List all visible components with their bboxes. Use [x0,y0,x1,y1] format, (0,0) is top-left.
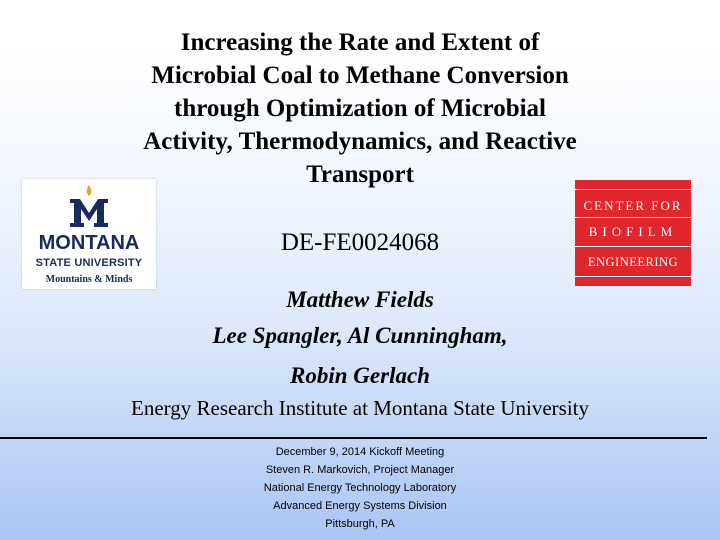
msu-m-icon [68,183,110,229]
author-line: Matthew Fields [286,287,434,312]
meeting-line: National Energy Technology Laboratory [263,482,457,494]
meeting-line: Pittsburgh, PA [325,518,395,530]
cbe-divider [575,276,691,277]
title-line: through Optimization of Microbial [174,95,546,122]
cbe-divider [575,246,691,247]
author-line: Robin Gerlach [290,363,430,388]
slide-title [40,26,680,191]
author-line: Lee Spangler, Al Cunningham, [212,323,508,348]
title-line: Transport [306,161,414,188]
title-line: Activity, Thermodynamics, and Reactive [143,128,577,155]
cbe-line-2: BIOFILM [588,224,678,239]
title-line: Microbial Coal to Methane Conversion [151,62,569,89]
msu-logo [22,179,156,289]
cbe-divider [575,217,691,218]
cbe-divider [575,189,691,190]
cbe-logo [575,180,691,286]
meeting-line: Advanced Energy Systems Division [273,500,447,512]
cbe-line-3: ENGINEERING [587,255,679,269]
title-line: Increasing the Rate and Extent of [180,29,540,56]
institute: Energy Research Institute at Montana State University [131,396,589,420]
meeting-line: December 9, 2014 Kickoff Meeting [275,446,445,458]
meeting-info [160,443,560,533]
cbe-line-1: CENTER FOR [583,198,683,213]
msu-tagline: Mountains & Minds [45,274,133,285]
authors [60,282,660,394]
divider [0,437,707,439]
msu-subname: STATE UNIVERSITY [35,257,143,269]
msu-name: MONTANA [38,232,140,254]
meeting-line: Steven R. Markovich, Project Manager [265,464,455,476]
grant-number: DE-FE0024068 [280,229,440,256]
